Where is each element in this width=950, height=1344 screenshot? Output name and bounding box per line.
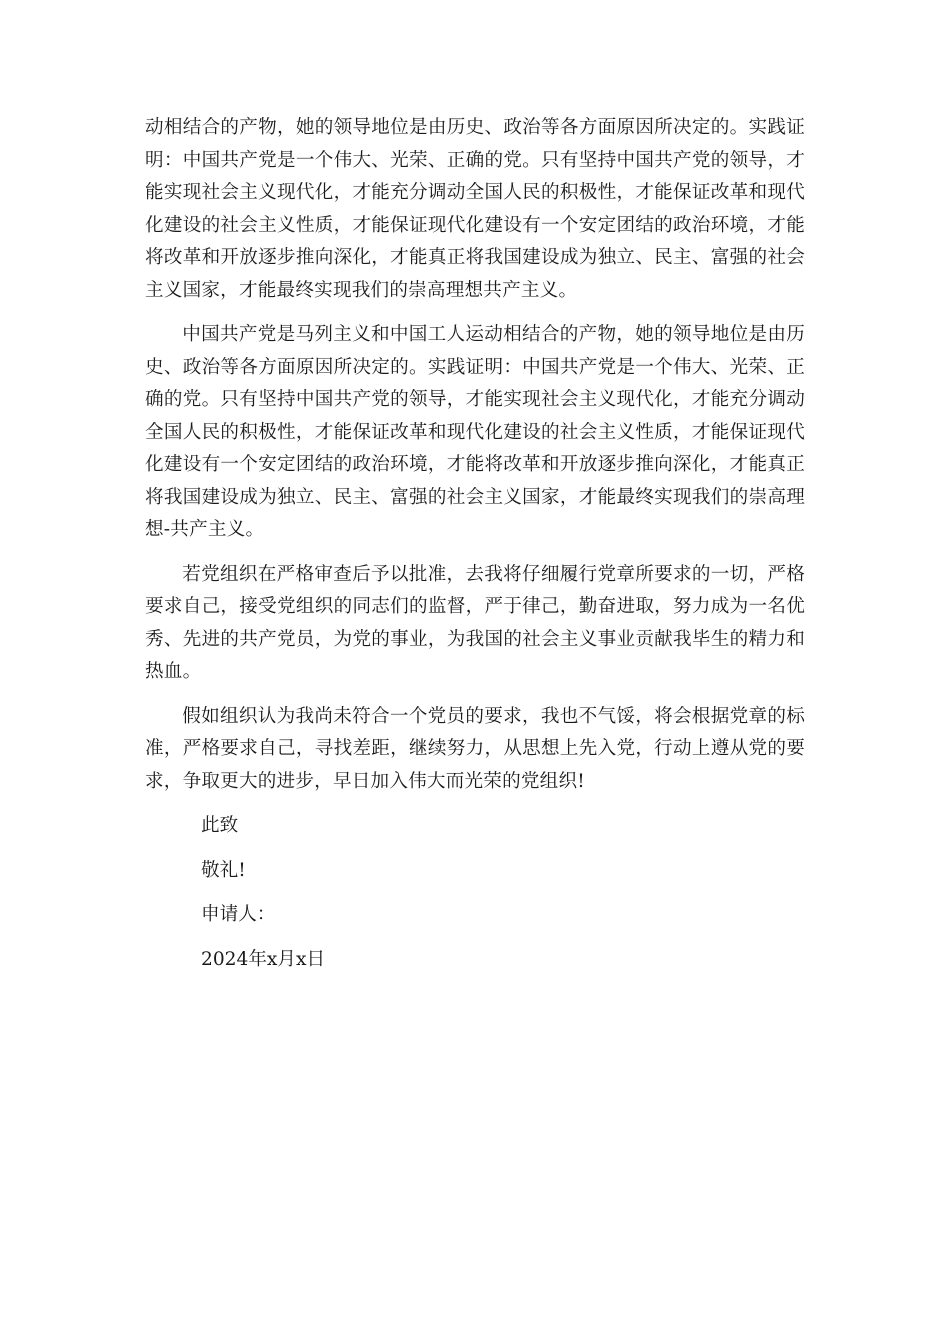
closing-salutation: 此致 [201,815,239,836]
closing-applicant: 申请人： [201,904,276,925]
document-page [145,112,805,988]
closing-regards: 敬礼! [201,859,246,881]
paragraph-commitment: 若党组织在严格审查后予以批准，去我将仔细履行党章所要求的一切，严格要求自己，接受党组织的同志们的监督，严于律己，勤奋进取，努力成为一名优秀、先进的共产党员，为党的事业，为我国的社会主义事业贡献我毕生的精力和热血。 [145,563,805,682]
paragraph-party-leadership: 中国共产党是马列主义和中国工人运动相结合的产物，她的领导地位是由历史、政治等各方面原因所决定的。实践证明：中国共产党是一个伟大、光荣、正确的党。只有坚持中国共产党的领导，才能实现社会主义现代化，才能充分调动全国人民的积极性，才能保证改革和现代化建设的社会主义性质，才能保证现代化建设有一个安定团结的政治环境，才能将改革和开放逐步推向深化，才能真正将我国建设成为独立、民主、富强的社会主义国家，才能最终实现我们的崇高理想-共产主义。 [145,324,805,540]
paragraph-resolve: 假如组织认为我尚未符合一个党员的要求，我也不气馁，将会根据党章的标准，严格要求自己，寻找差距，继续努力，从思想上先入党，行动上遵从党的要求，争取更大的进步，早日加入伟大而光荣的党组织! [145,705,805,792]
closing-date: 2024年x月x日 [201,948,326,970]
paragraph-continuation: 动相结合的产物，她的领导地位是由历史、政治等各方面原因所决定的。实践证明：中国共产党是一个伟大、光荣、正确的党。只有坚持中国共产党的领导，才能实现社会主义现代化，才能充分调动全国人民的积极性，才能保证改革和现代化建设的社会主义性质，才能保证现代化建设有一个安定团结的政治环境，才能将改革和开放逐步推向深化，才能真正将我国建设成为独立、民主、富强的社会主义国家，才能最终实现我们的崇高理想共产主义。 [145,117,805,301]
